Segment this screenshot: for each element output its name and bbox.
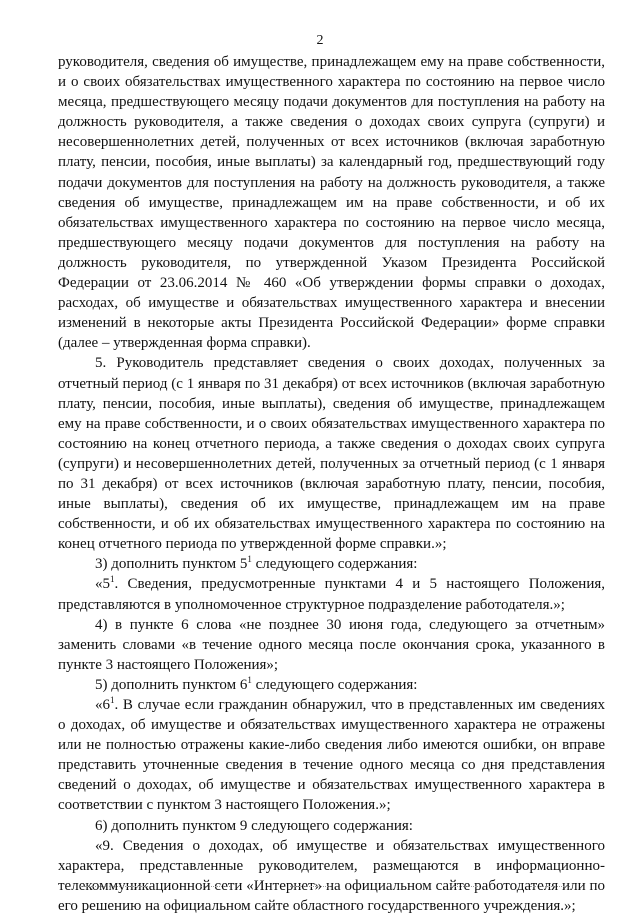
scan-mark xyxy=(290,886,330,888)
document-body xyxy=(58,52,605,916)
amendment-4 xyxy=(58,615,605,675)
text-run: 3) дополнить пунктом 5 xyxy=(95,556,248,573)
paragraph xyxy=(58,52,605,353)
page-number: 2 xyxy=(316,33,324,48)
amendment-6-heading xyxy=(58,816,605,836)
superscript: 1 xyxy=(247,674,252,685)
superscript: 1 xyxy=(110,695,115,705)
text-run: «9. Сведения о доходах, об имуществе и обязательствах имущественного характера, представленные руководителем, размещаются в информационно-телекоммуникационной сети «Интернет» на официальном сайте работодателя или по его решению на официальном сайте областного государственного учреждения.»; xyxy=(58,837,605,914)
text-run: 4) в пункте 6 слова «не позднее 30 июня года, следующего за отчетным» заменить словами «в течение одного месяца после окончания срока, указанного в пункте 3 настоящего Положения»; xyxy=(58,616,605,673)
paragraph-item-9 xyxy=(58,836,605,916)
scan-mark xyxy=(530,886,570,888)
superscript: 1 xyxy=(247,554,252,565)
superscript: 1 xyxy=(110,574,115,585)
text-run: . В случае если гражданин обнаружил, что в представленных им сведениях о доходах, об имуществе и обязательствах имущественного характера не отражены или не полностью отражены какие-либо сведения либо имеются ошибки, он вправе представить уточненные сведения в течение одного месяца со дня представления сведений о доходах, об имуществе и обязательствах имущественного характера в соответствии с пунктом 3 настоящего Положения.»; xyxy=(58,697,605,814)
text-run: 5. Руководитель представляет сведения о своих доходах, полученных за отчетный период (с 1 января по 31 декабря) от всех источников (включая заработную плату, пенсии, пособия, иные выплаты), сведения об имуществе, принадлежащем ему на праве собственности, и о своих обязательствах имущественного характера по состоянию на конец отчетного периода, а также сведения о доходах своих супруга (супруги) и несовершеннолетних детей, полученных за отчетный период (с 1 января по 31 декабря) от всех источников (включая заработную плату, пенсии, пособия, иные выплаты), сведения об их имуществе, принадлежащем им на праве собственности, и об их обязательствах имущественного характера по состоянию на конец отчетного периода по утвержденной форме справки.»; xyxy=(58,355,605,553)
scan-mark xyxy=(200,886,230,888)
scan-mark xyxy=(80,886,150,888)
amendment-5-heading xyxy=(58,675,605,695)
paragraph-item-5 xyxy=(58,353,605,554)
text-run: следующего содержания: xyxy=(251,676,418,693)
text-run: 5) дополнить пунктом 6 xyxy=(95,676,248,693)
footer-scan-marks xyxy=(0,886,640,890)
paragraph-item-6-1 xyxy=(58,695,605,816)
text-run: следующего содержания: xyxy=(251,556,418,573)
text-run: «5 xyxy=(95,576,110,593)
text-run: «6 xyxy=(95,697,110,713)
paragraph-item-5-1 xyxy=(58,574,605,614)
text-run: руководителя, сведения об имуществе, принадлежащем ему на праве собственности, и о своих обязательствах имущественного характера по состоянию на первое число месяца, предшествующего месяцу подачи документов для поступления на работу на должность руководителя, а также сведения о доходах своих супруга (супруги) и несовершеннолетних детей, полученных от всех источников (включая заработную плату, пенсии, пособия, иные выплаты) за календарный год, предшествующий году подачи документов для поступления на работу на должность руководителя, а также сведения об имуществе, принадлежащем им на праве собственности, и об их обязательствах имущественного характера по состоянию на первое число месяца, предшествующего месяцу подачи документов для поступления на работу на должность руководителя, по утвержденной Указом Президента Российской Федерации от 23.06.2014 № 460 «Об утверждении формы справки о доходах, расходах, об имуществе и обязательствах имущественного характера и внесении изменений в некоторые акты Президента Российской Федерации» форме справки (далее – утвержденная форма справки). xyxy=(58,54,605,352)
amendment-3-heading xyxy=(58,554,605,574)
scan-mark xyxy=(450,886,480,888)
text-run: . Сведения, предусмотренные пунктами 4 и 5 настоящего Положения, представляются в уполномоченное структурное подразделение работодателя.»; xyxy=(58,576,605,613)
text-run: 6) дополнить пунктом 9 следующего содержания: xyxy=(95,817,413,834)
